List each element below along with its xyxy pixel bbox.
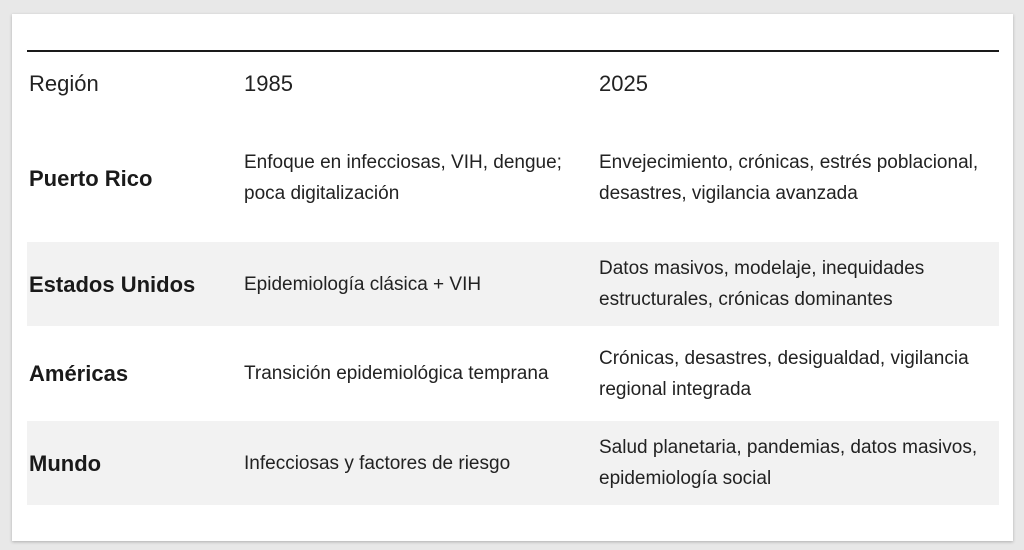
slide-page bbox=[12, 14, 1013, 541]
cell-1985: Infecciosas y factores de riesgo bbox=[244, 452, 511, 474]
table-row bbox=[27, 242, 999, 326]
region-cell: Mundo bbox=[29, 450, 102, 476]
cell-2025: Salud planetaria, pandemias, datos masivos, epidemiología social bbox=[599, 437, 978, 489]
table-header-row bbox=[27, 52, 999, 114]
header-1985: 1985 bbox=[244, 70, 293, 96]
cell-2025: Crónicas, desastres, desigualdad, vigilancia regional integrada bbox=[599, 347, 969, 400]
table-row bbox=[27, 114, 999, 242]
cell-1985: Epidemiología clásica + VIH bbox=[244, 273, 482, 295]
region-cell: Estados Unidos bbox=[29, 271, 196, 297]
table-row bbox=[27, 421, 999, 505]
cell-2025: Envejecimiento, crónicas, estrés poblacional, desastres, vigilancia avanzada bbox=[599, 152, 979, 204]
comparison-table bbox=[27, 50, 999, 505]
header-region: Región bbox=[29, 70, 99, 96]
cell-1985: Enfoque en infecciosas, VIH, dengue; poca digitalización bbox=[244, 152, 562, 204]
table-row bbox=[27, 326, 999, 421]
region-cell: Américas bbox=[29, 361, 129, 386]
cell-2025: Datos masivos, modelaje, inequidades estructurales, crónicas dominantes bbox=[599, 258, 925, 310]
header-2025: 2025 bbox=[599, 70, 648, 96]
region-cell: Puerto Rico bbox=[29, 165, 153, 191]
cell-1985: Transición epidemiológica temprana bbox=[244, 363, 549, 384]
